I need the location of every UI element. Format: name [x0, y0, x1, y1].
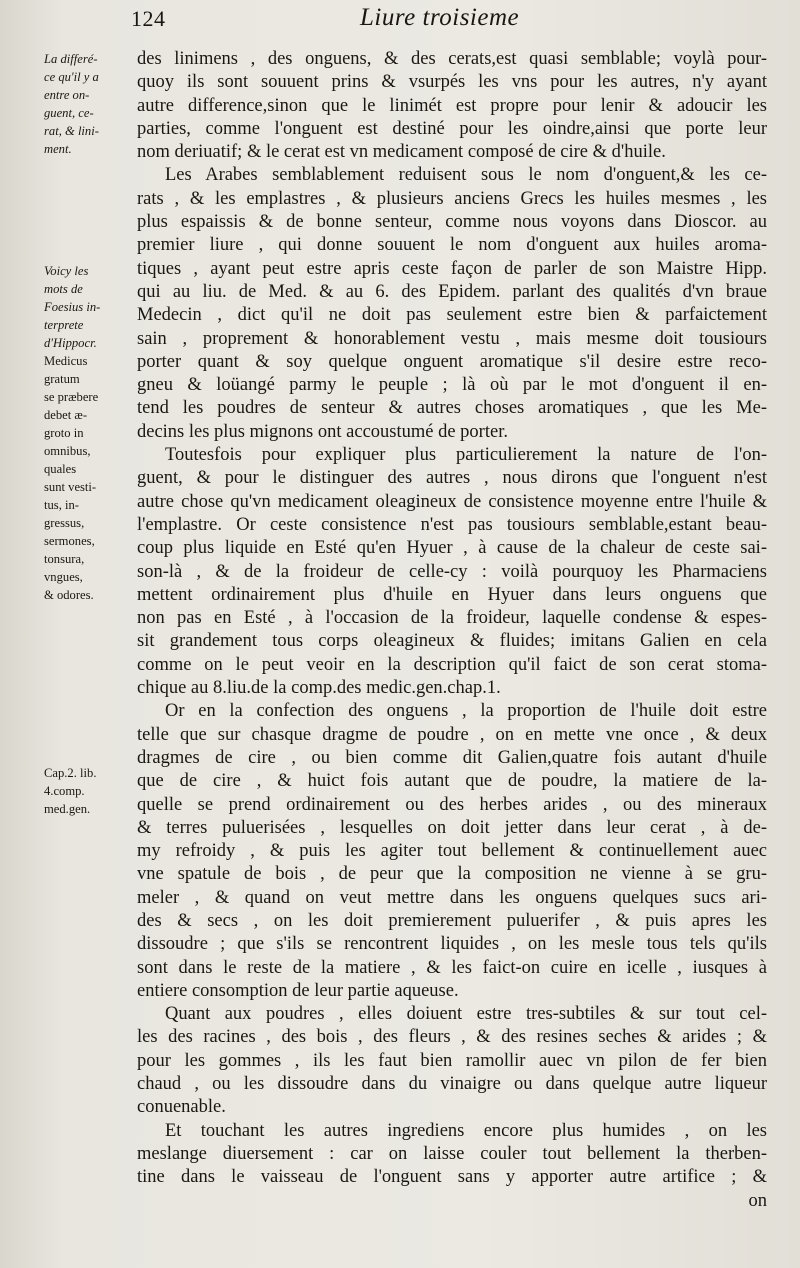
margin-note — [44, 764, 136, 818]
text-line: rats , & les emplastres , & plusieurs anciens Grecs les huiles mesmes , les — [137, 188, 767, 209]
text-line: l'emplastre. Or ceste consistence n'est pas tousiours semblable,estant beau- — [137, 514, 767, 535]
margin-note-line: Voicy les — [44, 264, 89, 278]
text-line: vne spatule de bois , de peur que la composition ne vienne à se gru- — [137, 864, 767, 885]
text-line: porter quant & soy quelque onguent aromatique s'il desire estre reco- — [137, 351, 767, 372]
text-line: coup plus liquide en Esté qu'en Hyuer , à cause de la chaleur de ceste sai- — [137, 538, 767, 559]
margin-note-line: Medicus — [44, 354, 88, 368]
margin-note-line: mots de — [44, 282, 83, 296]
margin-note-line: ment. — [44, 142, 72, 156]
text-line: meslange diuersement : car on laisse couler tout bellement la therben- — [137, 1143, 767, 1164]
text-line: & terres puluerisées , lesquelles on doit jetter dans leur cerat , à de- — [137, 817, 767, 838]
text-line: dragmes de cire , ou bien comme dit Galien,quatre fois autant d'huile — [137, 747, 767, 768]
text-line: comme on le peut veoir en la description qu'il faict de son cerat stoma- — [137, 654, 767, 675]
text-line: autre difference,sinon que le linimét est propre pour lenir & adoucir les — [137, 95, 767, 116]
margin-note-line: groto in — [44, 426, 84, 440]
text-line: nom deriuatif; & le cerat est vn medicament composé de cire & d'huile. — [137, 142, 666, 163]
margin-note-line: vngues, — [44, 570, 83, 584]
margin-note-line: rat, & lini- — [44, 124, 99, 138]
margin-note-line: ce qu'il y a — [44, 70, 99, 84]
text-line: qui au liu. de Med. & au 6. des Epidem. parlant des qualités d'vn braue — [137, 281, 767, 302]
text-line: Toutesfois pour expliquer plus particulierement la nature de l'on- — [165, 445, 767, 466]
text-line: entiere consomption de leur partie aqueuse. — [137, 980, 459, 1001]
page-header — [0, 2, 800, 38]
text-line: tiques , ayant peut estre apris ceste façon de parler de son Maistre Hipp. — [137, 258, 767, 279]
margin-note-line: La differé- — [44, 52, 98, 66]
text-line: telle que sur chasque dragme de poudre , on en mette vne once , & deux — [137, 724, 767, 745]
text-line: meler , & quand on veut mettre dans les onguens quelques sucs ari- — [137, 887, 767, 908]
text-line: quoy ils sont souuent prins & vsurpés les vns pour les autres, n'y ayant — [137, 72, 767, 93]
text-line: tine dans le vaisseau de l'onguent sans y apporter autre artifice ; & — [137, 1167, 767, 1188]
text-line: parties, comme l'onguent est destiné pour les oindre,ainsi que porte leur — [137, 118, 767, 139]
text-line: dissoudre ; que s'ils se rencontrent liquides , on les mesle tous tels qu'ils — [137, 934, 767, 955]
margin-note-line: gressus, — [44, 516, 85, 530]
margin-note-line: gratum — [44, 372, 80, 386]
text-line: non pas en Esté , à l'occasion de la froideur, laquelle condense & espes- — [137, 608, 767, 629]
text-line: plus espaissis & de bonne senteur, comme nous voyons dans Dioscor. au — [137, 212, 767, 233]
margin-note-line: Cap.2. lib. — [44, 766, 97, 780]
margin-note-line: d'Hippocr. — [44, 336, 97, 350]
text-line: my refroidy , & puis les agiter tout bellement & continuellement auec — [137, 841, 767, 862]
text-line: des linimens , des onguens, & des cerats,est quasi semblable; voylà pour- — [137, 49, 767, 69]
text-line: autre chose qu'vn medicament oleagineux de consistence moyenne entre l'huile & — [137, 491, 767, 512]
text-line: chique au 8.liu.de la comp.des medic.gen.chap.1. — [137, 678, 501, 699]
catchword: on — [748, 1190, 767, 1211]
margin-note-line: sermones, — [44, 534, 95, 548]
text-line: Or en la confection des onguens , la proportion de l'huile doit estre — [165, 701, 767, 722]
page-number: 124 — [131, 6, 166, 31]
margin-note-line: quales — [44, 462, 77, 476]
margin-note-line: debet æ- — [44, 408, 88, 422]
margin-note-line: entre on- — [44, 88, 90, 102]
text-line: Medecin , dict qu'il ne doit pas seulement estre bien & parfaictement — [137, 305, 767, 326]
margin-note-line: terprete — [44, 318, 84, 332]
text-line: que de cire , & huict fois autant que de poudre, la matiere de la- — [137, 771, 767, 792]
text-line: son-là , & de la froideur de celle-cy : voilà pourquoy les Pharmaciens — [137, 561, 767, 582]
text-line: chaud , ou les dissoudre dans du vinaigre ou dans quelque autre liqueur — [137, 1074, 767, 1095]
margin-note-line: med.gen. — [44, 802, 91, 816]
text-line: gneu & loüangé parmy le peuple ; là où par le mot d'onguent il en- — [137, 375, 767, 396]
text-line: conuenable. — [137, 1097, 226, 1118]
text-line: sont dans le reste de la matiere , & les faict-on cuire en icelle , iusques à — [137, 957, 767, 978]
margin-note — [44, 262, 136, 604]
text-line: Quant aux poudres , elles doiuent estre tres-subtiles & sur tout cel- — [165, 1004, 767, 1025]
text-line: Et touchant les autres ingrediens encore plus humides , on les — [165, 1120, 767, 1141]
margin-note-line: Foesius in- — [44, 300, 101, 314]
margin-note-line: & odores. — [44, 588, 94, 602]
margin-note — [44, 50, 136, 158]
margin-note-line: 4.comp. — [44, 784, 85, 798]
margin-note-line: se præbere — [44, 390, 99, 404]
text-line: des & secs , on les doit premierement puluerifer , & puis apres les — [137, 910, 767, 931]
text-line: sit grandement tous corps oleagineux & fluides; imitans Galien en cela — [137, 631, 767, 652]
text-line: mettent ordinairement plus d'huile en Hyuer dans leurs onguens que — [137, 584, 767, 605]
body-text — [137, 48, 767, 1213]
text-line: tend les poudres de senteur & autres choses aromatiques , que les Me- — [137, 398, 767, 419]
text-line: Les Arabes semblablement reduisent sous le nom d'onguent,& les ce- — [165, 165, 767, 186]
text-line: sain , proprement & honorablement vestu , mais mesme doit tousiours — [137, 328, 767, 349]
text-line: decins les plus mignons ont accoustumé de porter. — [137, 421, 508, 442]
margin-note-line: omnibus, — [44, 444, 91, 458]
margin-note-line: tus, in- — [44, 498, 79, 512]
text-line: guent, & pour le distinguer des autres , nous dirons que l'onguent n'est — [137, 468, 767, 489]
running-head: Liure troisieme — [360, 4, 520, 31]
text-line: premier liure , qui donne souuent le nom d'onguent aux huiles aroma- — [137, 235, 767, 256]
margin-note-line: tonsura, — [44, 552, 85, 566]
text-line: pour les gommes , ils les faut bien ramollir auec vn pilon de fer bien — [137, 1050, 767, 1071]
text-line: les des racines , des bois , des fleurs , & des resines seches & arides ; & — [137, 1027, 767, 1048]
margin-note-line: guent, ce- — [44, 106, 94, 120]
margin-note-line: sunt vesti- — [44, 480, 97, 494]
text-line: quelle se prend ordinairement ou des herbes arides , ou des mineraux — [137, 794, 767, 815]
